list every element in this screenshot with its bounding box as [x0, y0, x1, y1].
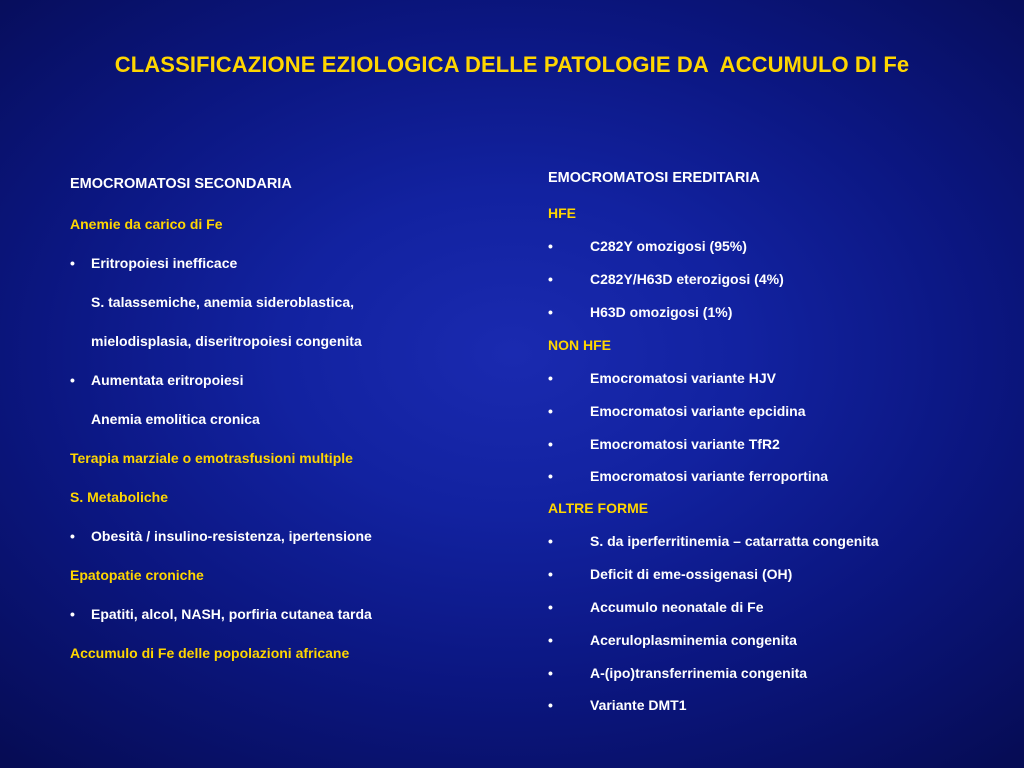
list-item-text: Emocromatosi variante HJV: [590, 370, 776, 386]
bullet-marker: •: [548, 533, 553, 549]
right-heading: EMOCROMATOSI EREDITARIA: [548, 170, 760, 186]
list-item-text: Emocromatosi variante TfR2: [590, 436, 780, 452]
list-item-text: A-(ipo)transferrinemia congenita: [590, 665, 808, 681]
bullet-marker: •: [548, 370, 553, 386]
bullet-marker: •: [548, 697, 553, 713]
list-item-text: S. da iperferritinemia – catarratta congenita: [590, 533, 879, 549]
slide-title: CLASSIFICAZIONE EZIOLOGICA DELLE PATOLOGIE DA ACCUMULO DI Fe: [114, 52, 910, 77]
bullet-marker: •: [548, 436, 553, 452]
bullet-marker: •: [548, 304, 553, 320]
list-item-text: Emocromatosi variante epcidina: [590, 403, 806, 419]
bullet-marker: •: [548, 566, 553, 582]
subheading-epatopatie: Epatopatie croniche: [70, 567, 204, 583]
list-item-text: C282Y/H63D eterozigosi (4%): [590, 271, 784, 287]
list-item-text: Epatiti, alcol, NASH, porfiria cutanea tarda: [91, 606, 372, 622]
list-item-text: Obesità / insulino-resistenza, ipertensione: [91, 528, 372, 544]
bullet-marker: •: [70, 255, 75, 271]
bullet-marker: •: [548, 632, 553, 648]
list-item-text: H63D omozigosi (1%): [590, 304, 733, 320]
bullet-marker: •: [548, 238, 553, 254]
bullet-marker: •: [70, 372, 75, 388]
list-item-text: Emocromatosi variante ferroportina: [590, 468, 829, 484]
subheading-africane: Accumulo di Fe delle popolazioni africane: [70, 645, 350, 661]
list-item-text: Aumentata eritropoiesi: [91, 372, 244, 388]
list-item-text: C282Y omozigosi (95%): [590, 238, 747, 254]
list-item-text: Eritropoiesi inefficace: [91, 255, 238, 271]
left-column: [70, 0, 510, 768]
subheading-metaboliche: S. Metaboliche: [70, 489, 169, 505]
subheading-terapia: Terapia marziale o emotrasfusioni multiple: [70, 450, 353, 466]
list-item-text: Accumulo neonatale di Fe: [590, 599, 764, 615]
subheading-hfe: HFE: [548, 205, 576, 221]
list-item-text: Deficit di eme-ossigenasi (OH): [590, 566, 793, 582]
left-heading: EMOCROMATOSI SECONDARIA: [70, 176, 292, 192]
right-column: [548, 0, 1008, 768]
list-item-text: Aceruloplasminemia congenita: [590, 632, 797, 648]
subheading-anemie: Anemie da carico di Fe: [70, 216, 223, 232]
bullet-marker: •: [548, 665, 553, 681]
bullet-marker: •: [548, 468, 553, 484]
bullet-marker: •: [548, 599, 553, 615]
detail-text: S. talassemiche, anemia sideroblastica,: [91, 294, 355, 310]
detail-text: Anemia emolitica cronica: [91, 411, 260, 427]
bullet-marker: •: [70, 606, 75, 622]
bullet-marker: •: [70, 528, 75, 544]
bullet-marker: •: [548, 403, 553, 419]
list-item-text: Variante DMT1: [590, 697, 687, 713]
subheading-altre-forme: ALTRE FORME: [548, 500, 649, 516]
bullet-marker: •: [548, 271, 553, 287]
detail-text: mielodisplasia, diseritropoiesi congenita: [91, 333, 362, 349]
subheading-non-hfe: NON HFE: [548, 337, 611, 353]
